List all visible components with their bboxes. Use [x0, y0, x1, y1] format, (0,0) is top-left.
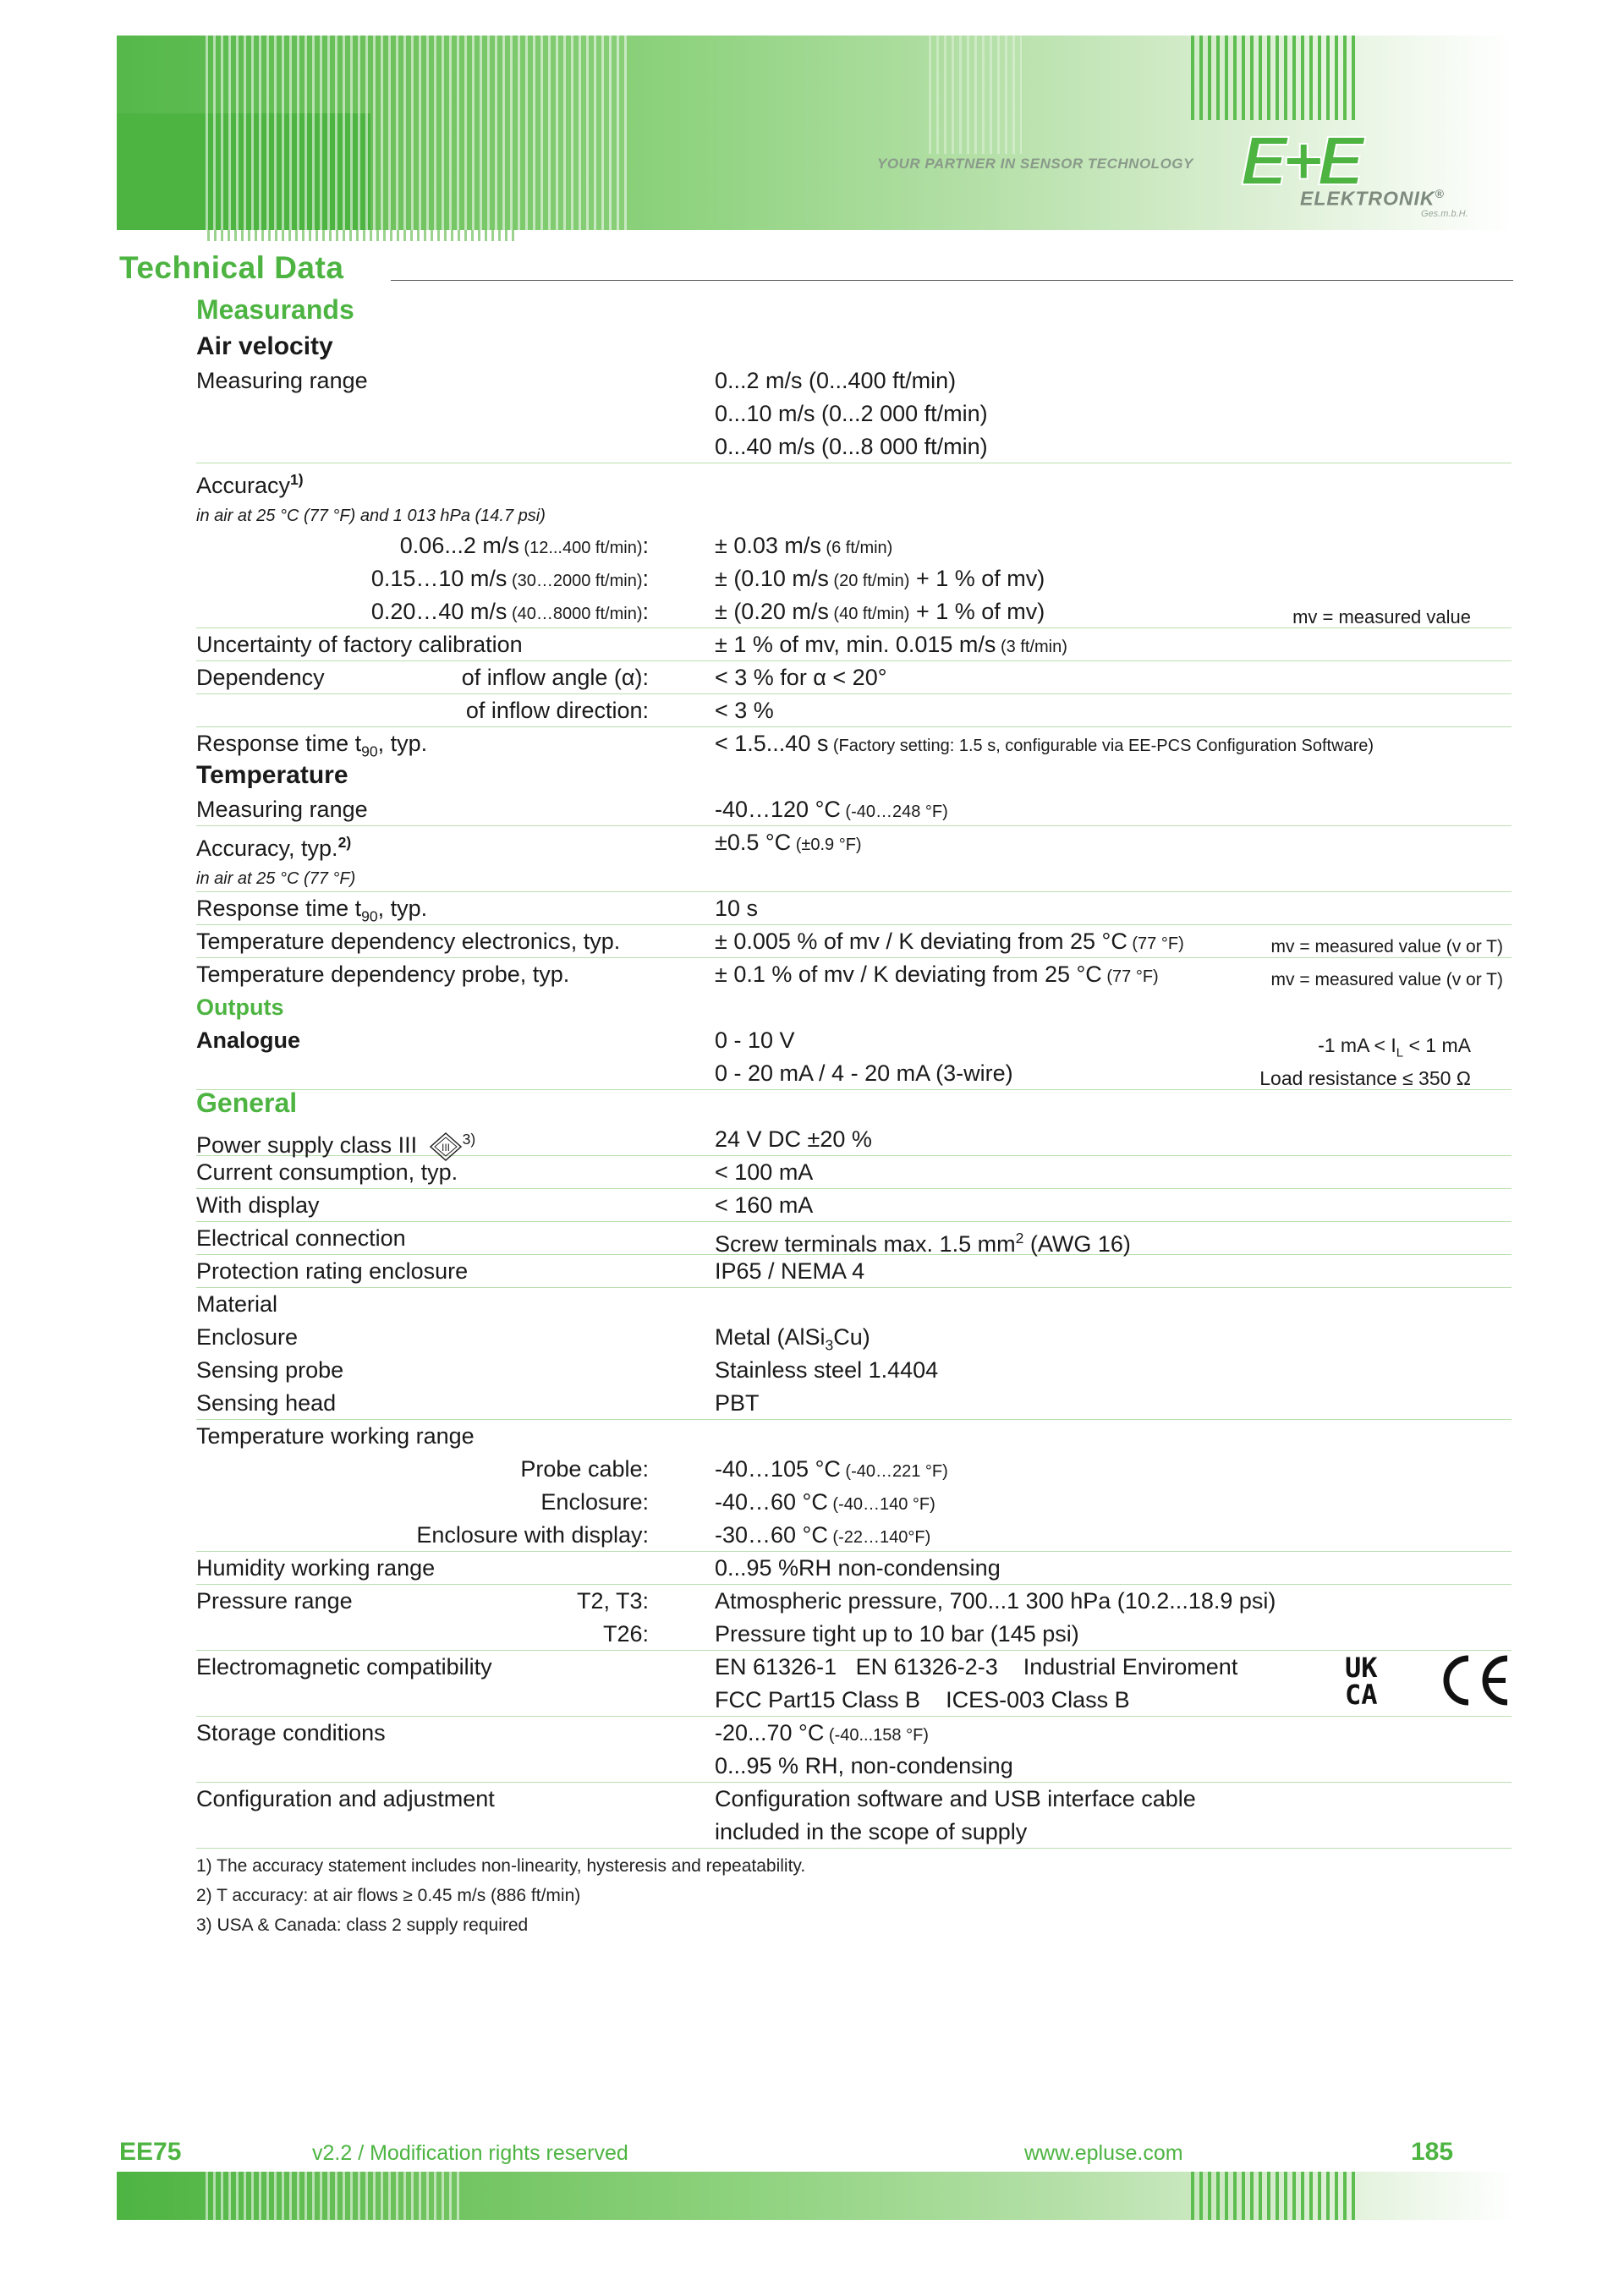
acc-value-1: ± 0.03 m/s (6 ft/min)	[715, 533, 893, 558]
protection-value: IP65 / NEMA 4	[715, 1258, 865, 1284]
twr-display-row	[196, 1518, 1512, 1552]
protection-row	[196, 1254, 1512, 1288]
temp-accuracy-row	[196, 825, 1512, 861]
material-label: Material	[196, 1291, 278, 1317]
humidity-row	[196, 1551, 1512, 1585]
velocity-range-3: 0...40 m/s (0...8 000 ft/min)	[715, 434, 988, 459]
power-row	[196, 1122, 1512, 1156]
velocity-response-value: < 1.5...40 s (Factory setting: 1.5 s, configurable via EE-PCS Configuration Software)	[715, 731, 1374, 756]
twr-probe-label: Probe cable:	[520, 1456, 649, 1482]
acc-value-3: ± (0.20 m/s (40 ft/min) + 1 % of mv)	[715, 599, 1045, 624]
temp-response-label: Response time $t_{90}$, typ.	[196, 896, 428, 925]
analogue-current-value: 0 - 20 mA / 4 - 20 mA (3-wire)	[715, 1060, 1013, 1086]
velocity-range-row-2	[196, 397, 1512, 430]
twr-probe-row	[196, 1452, 1512, 1485]
twr-label: Temperature working range	[196, 1423, 475, 1449]
acc-value-2: ± (0.10 m/s (20 ft/min) + 1 % of mv)	[715, 566, 1045, 591]
emc-value-1: EN 61326-1 EN 61326-2-3 Industrial Enviroment	[715, 1654, 1238, 1680]
analogue-current-row	[196, 1056, 1512, 1090]
temp-accuracy-cond-row	[196, 858, 1512, 892]
emc-label: Electromagnetic compatibility	[196, 1654, 492, 1680]
material-row	[196, 1287, 1512, 1320]
ce-mark-icon	[1438, 1653, 1512, 1707]
twr-probe-value: -40…105 °C (-40…221 °F)	[715, 1456, 948, 1482]
ee-logo	[1239, 127, 1391, 193]
head-value: PBT	[715, 1390, 760, 1416]
air-velocity-heading-row	[196, 331, 1512, 364]
temp-mv-note-1: mv = measured value (v or T)	[1270, 937, 1503, 956]
brand-sub: Ges.m.b.H.	[1421, 209, 1468, 219]
temp-accuracy-label: Accuracy, typ.$^{2)}$	[196, 834, 352, 861]
pressure-row	[196, 1584, 1512, 1617]
acc-range-2: 0.15…10 m/s (30…2000 ft/min):	[370, 566, 649, 591]
title-rule	[391, 280, 1513, 281]
acc-row-3	[196, 595, 1512, 628]
current-row	[196, 1155, 1512, 1189]
probe-row	[196, 1353, 1512, 1386]
footer-version: v2.2 / Modification rights reserved	[312, 2141, 628, 2165]
probe-value: Stainless steel 1.4404	[715, 1357, 939, 1383]
footnote-2: 2) T accuracy: at air flows ≥ 0.45 m/s (886 ft/min)	[196, 1886, 581, 1905]
header-stripes-right	[1191, 36, 1360, 120]
ee-logo-text: E+E	[1241, 127, 1359, 193]
humidity-label: Humidity working range	[196, 1555, 436, 1581]
display-label: With display	[196, 1192, 320, 1218]
temp-dep-electronics-label: Temperature dependency electronics, typ.	[196, 929, 621, 954]
temp-dep-electronics-row	[196, 924, 1512, 958]
enclosure-value: Metal (AlSi$_3$Cu)	[715, 1324, 870, 1354]
velocity-accuracy-row	[196, 463, 1512, 496]
velocity-range-2: 0...10 m/s (0...2 000 ft/min)	[715, 401, 988, 426]
temp-response-value: 10 s	[715, 896, 759, 921]
analogue-voltage-row	[196, 1023, 1512, 1060]
electrical-value: Screw terminals max. 1.5 $mm^2$ (AWG 16)	[715, 1230, 1131, 1257]
dependency-direction-row	[196, 693, 1512, 727]
temp-dep-probe-label: Temperature dependency probe, typ.	[196, 962, 570, 987]
general-heading: General	[196, 1088, 298, 1118]
pressure-label: Pressure range	[196, 1588, 353, 1614]
twr-display-label: Enclosure with display:	[416, 1522, 649, 1548]
temp-dep-probe-value: ± 0.1 % of mv / K deviating from 25 °C (77 °F)	[715, 962, 1159, 987]
temp-response-row	[196, 891, 1512, 925]
config-row	[196, 1782, 1512, 1815]
electrical-row	[196, 1221, 1512, 1255]
mv-note: mv = measured value	[1292, 606, 1471, 627]
pressure-t23-value: Atmospheric pressure, 700...1 300 hPa (10.2...18.9 psi)	[715, 1588, 1276, 1614]
velocity-range-label: Measuring range	[196, 368, 368, 393]
pressure-t26-row	[196, 1617, 1512, 1651]
velocity-range-row	[196, 364, 1512, 397]
twr-enclosure-row	[196, 1485, 1512, 1518]
power-label: Power supply class III III $^{3)}$	[196, 1127, 475, 1162]
temp-range-label: Measuring range	[196, 797, 368, 822]
temp-mv-note-2: mv = measured value (v or T)	[1270, 970, 1503, 989]
dependency-angle-row	[196, 660, 1512, 694]
pressure-t26-value: Pressure tight up to 10 bar (145 psi)	[715, 1621, 1079, 1647]
head-label: Sensing head	[196, 1390, 337, 1416]
measurands-heading: Measurands	[196, 294, 354, 325]
emc-value-2: FCC Part15 Class B ICES-003 Class B	[715, 1687, 1130, 1712]
analogue-label: Analogue	[196, 1027, 301, 1053]
config-value-1: Configuration software and USB interface cable	[715, 1786, 1196, 1811]
electrical-label: Electrical connection	[196, 1225, 406, 1251]
temperature-heading: Temperature	[196, 761, 348, 789]
dependency-angle-value: < 3 % for α < 20°	[715, 665, 887, 690]
config-row-2	[196, 1815, 1512, 1849]
config-label: Configuration and adjustment	[196, 1786, 495, 1811]
humidity-value: 0...95 %RH non-condensing	[715, 1555, 1001, 1581]
calibration-value: ± 1 % of mv, min. 0.015 m/s (3 ft/min)	[715, 632, 1067, 657]
current-value: < 100 mA	[715, 1159, 814, 1185]
head-row	[196, 1386, 1512, 1420]
temperature-heading-row	[196, 759, 1512, 792]
enclosure-row	[196, 1320, 1512, 1353]
measurands-heading-row	[196, 296, 1512, 329]
dependency-angle-label: of inflow angle (α):	[461, 665, 649, 690]
analogue-voltage-note: -1 mA < $I_L < 1$ mA	[1318, 1034, 1471, 1060]
outputs-heading: Outputs	[196, 995, 284, 1020]
temp-dep-electronics-value: ± 0.005 % of mv / K deviating from 25 °C (77 °F)	[715, 929, 1184, 954]
velocity-response-label: Response time $t_{90}$, typ.	[196, 731, 428, 760]
velocity-accuracy-condition: in air at 25 °C (77 °F) and 1 013 hPa (14.7 psi)	[196, 507, 546, 525]
footnote-3: 3) USA & Canada: class 2 supply required	[196, 1915, 529, 1935]
footer-band	[117, 2172, 1514, 2220]
footer-stripes-left	[206, 2172, 459, 2220]
temp-accuracy-value: ±0.5 °C (±0.9 °F)	[715, 830, 862, 855]
display-value: < 160 mA	[715, 1192, 814, 1218]
storage-row-2	[196, 1749, 1512, 1783]
storage-label: Storage conditions	[196, 1720, 386, 1745]
footer-page-number: 185	[1411, 2138, 1454, 2166]
storage-value-1: -20...70 °C (-40...158 °F)	[715, 1720, 929, 1745]
temp-dep-probe-row	[196, 957, 1512, 990]
dependency-label: Dependency	[196, 665, 325, 690]
header-stripes-mid	[929, 36, 1022, 154]
dependency-direction-value: < 3 %	[715, 698, 774, 723]
current-label: Current consumption, typ.	[196, 1159, 458, 1185]
header-slogan: YOUR PARTNER IN SENSOR TECHNOLOGY	[877, 156, 1193, 172]
display-row	[196, 1188, 1512, 1222]
temp-range-value: -40…120 °C (-40…248 °F)	[715, 797, 948, 822]
protection-label: Protection rating enclosure	[196, 1258, 469, 1284]
footer-url[interactable]: www.epluse.com	[1024, 2141, 1183, 2165]
svg-text:UK: UK	[1345, 1653, 1378, 1684]
power-value: 24 V DC ±20 %	[715, 1126, 872, 1152]
ukca-mark-icon	[1343, 1653, 1392, 1707]
air-velocity-heading: Air velocity	[196, 332, 333, 360]
footer-stripes-right	[1191, 2172, 1360, 2220]
velocity-response-row	[196, 726, 1512, 759]
calibration-row	[196, 627, 1512, 661]
probe-label: Sensing probe	[196, 1357, 344, 1383]
velocity-accuracy-label: Accuracy$^{1)}$	[196, 471, 304, 498]
config-value-2: included in the scope of supply	[715, 1819, 1028, 1844]
storage-value-2: 0...95 % RH, non-condensing	[715, 1753, 1013, 1778]
velocity-accuracy-cond-row	[196, 496, 1512, 529]
pressure-t23-label: T2, T3:	[576, 1588, 649, 1614]
general-heading-row	[196, 1089, 1512, 1122]
brand-name: ELEKTRONIK®	[1300, 187, 1445, 210]
svg-text:CA: CA	[1345, 1679, 1378, 1707]
acc-row-1	[196, 529, 1512, 562]
twr-row	[196, 1419, 1512, 1452]
twr-enclosure-value: -40…60 °C (-40…140 °F)	[715, 1489, 935, 1515]
analogue-voltage-value: 0 - 10 V	[715, 1027, 795, 1053]
calibration-label: Uncertainty of factory calibration	[196, 632, 523, 657]
acc-range-3: 0.20…40 m/s (40…8000 ft/min):	[370, 599, 649, 624]
page-title: Technical Data	[119, 250, 344, 285]
footer-model: EE75	[119, 2138, 182, 2166]
velocity-range-row-3	[196, 430, 1512, 463]
header-under-stripes	[207, 230, 518, 241]
svg-text:III: III	[441, 1141, 450, 1153]
velocity-range-1: 0...2 m/s (0...400 ft/min)	[715, 368, 957, 393]
emc-row	[196, 1650, 1512, 1683]
footnote-1: 1) The accuracy statement includes non-linearity, hysteresis and repeatability.	[196, 1856, 806, 1876]
analogue-current-note: Load resistance ≤ 350 Ω	[1259, 1067, 1471, 1089]
pressure-t26-label: T26:	[602, 1621, 649, 1647]
outputs-heading-row	[196, 990, 1512, 1023]
enclosure-label: Enclosure	[196, 1324, 299, 1350]
twr-display-value: -30…60 °C (-22…140°F)	[715, 1522, 931, 1548]
twr-enclosure-label: Enclosure:	[540, 1489, 649, 1515]
header-stripes-left	[206, 36, 628, 230]
acc-range-1: 0.06...2 m/s (12...400 ft/min):	[399, 533, 649, 558]
dependency-direction-label: of inflow direction:	[465, 698, 649, 723]
acc-row-2	[196, 562, 1512, 595]
storage-row	[196, 1716, 1512, 1749]
emc-row-2	[196, 1683, 1512, 1717]
temp-range-row	[196, 792, 1512, 826]
temp-accuracy-condition: in air at 25 °C (77 °F)	[196, 869, 356, 888]
